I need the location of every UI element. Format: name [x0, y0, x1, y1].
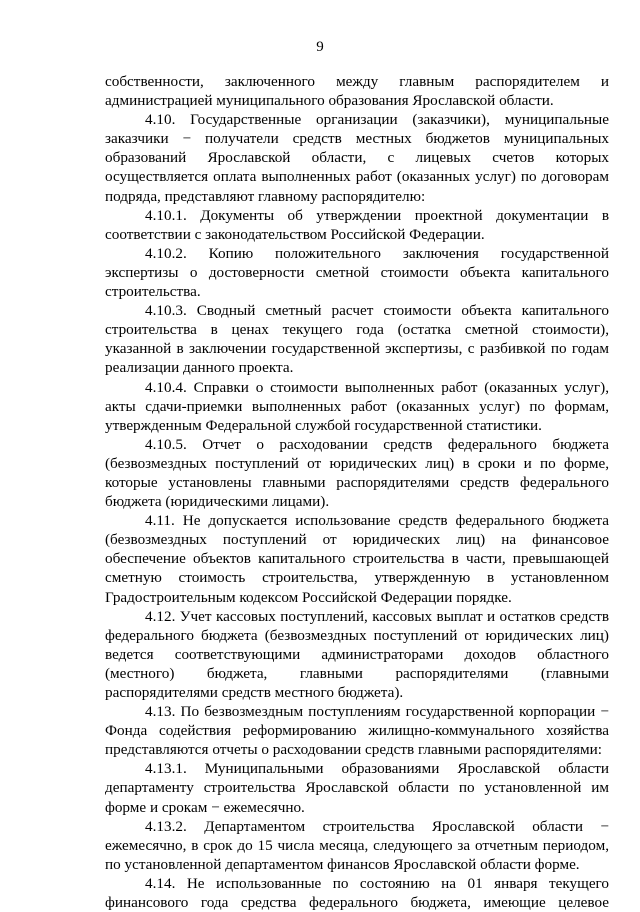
- paragraph: 4.10.1. Документы об утверждении проектной документации в соответствии с законодательством Российской Федерации.: [105, 206, 609, 243]
- paragraph: 4.13. По безвозмездным поступлениям государственной корпорации − Фонда содействия реформированию жилищно-коммунального хозяйства представляются отчеты о расходовании средств главными распорядителями:: [105, 703, 609, 759]
- paragraph: 4.10.4. Справки о стоимости выполненных работ (оказанных услуг), акты сдачи-приемки выполненных работ (оказанных услуг) по формам, утвержденным Федеральной службой государственной статистики.: [105, 378, 609, 434]
- paragraph: 4.13.1. Муниципальными образованиями Ярославской области департаменту строительства Ярославской области по установленной им форме и срокам − ежемесячно.: [105, 760, 609, 816]
- paragraph: 4.10.5. Отчет о расходовании средств федерального бюджета (безвозмездных поступлений от юридических лиц) в сроки и по форме, которые установлены главными распорядителями средств федерального бюджета (юридическими лицами).: [105, 435, 609, 511]
- paragraph: 4.11. Не допускается использование средств федерального бюджета (безвозмездных поступлений от юридических лиц) на финансовое обеспечение объектов капитального строительства в части, превышающей сметную стоимость строительства, утвержденную в установленном Градостроительным кодексом Российской Федерации порядке.: [105, 512, 609, 606]
- body-text: [105, 72, 609, 912]
- paragraph: 4.10. Государственные организации (заказчики), муниципальные заказчики − получатели средств местных бюджетов муниципальных образований Ярославской области, с лицевых счетов которых осуществляется оплата выполненных работ (оказанных услуг) по договорам подряда, представляют главному распорядителю:: [105, 111, 609, 205]
- paragraph: 4.14. Не использованные по состоянию на 01 января текущего финансового года средства федерального бюджета, имеющие целевое: [105, 874, 609, 912]
- paragraph: 4.10.3. Сводный сметный расчет стоимости объекта капитального строительства в ценах текущего года (остатка сметной стоимости), указанной в заключении государственной экспертизы, с разбивкой по годам реализации данного проекта.: [105, 302, 609, 377]
- page-number: 9: [316, 39, 324, 55]
- paragraph: 4.13.2. Департаментом строительства Ярославской области − ежемесячно, в срок до 15 числа месяца, следующего за отчетным периодом, по установленной департаментом финансов Ярославской области форме.: [105, 817, 609, 873]
- paragraph: 4.12. Учет кассовых поступлений, кассовых выплат и остатков средств федерального бюджета (безвозмездных поступлений от юридических лиц) ведется соответствующими администраторами доходов областного (местного) бюджета, главными распорядителями (главными распорядителями средств местного бюджета).: [105, 607, 609, 701]
- paragraph: 4.10.2. Копию положительного заключения государственной экспертизы о достоверности сметной стоимости объекта капитального строительства.: [105, 244, 609, 301]
- paragraph: собственности, заключенного между главным распорядителем и администрацией муниципального образования Ярославской области.: [105, 73, 609, 110]
